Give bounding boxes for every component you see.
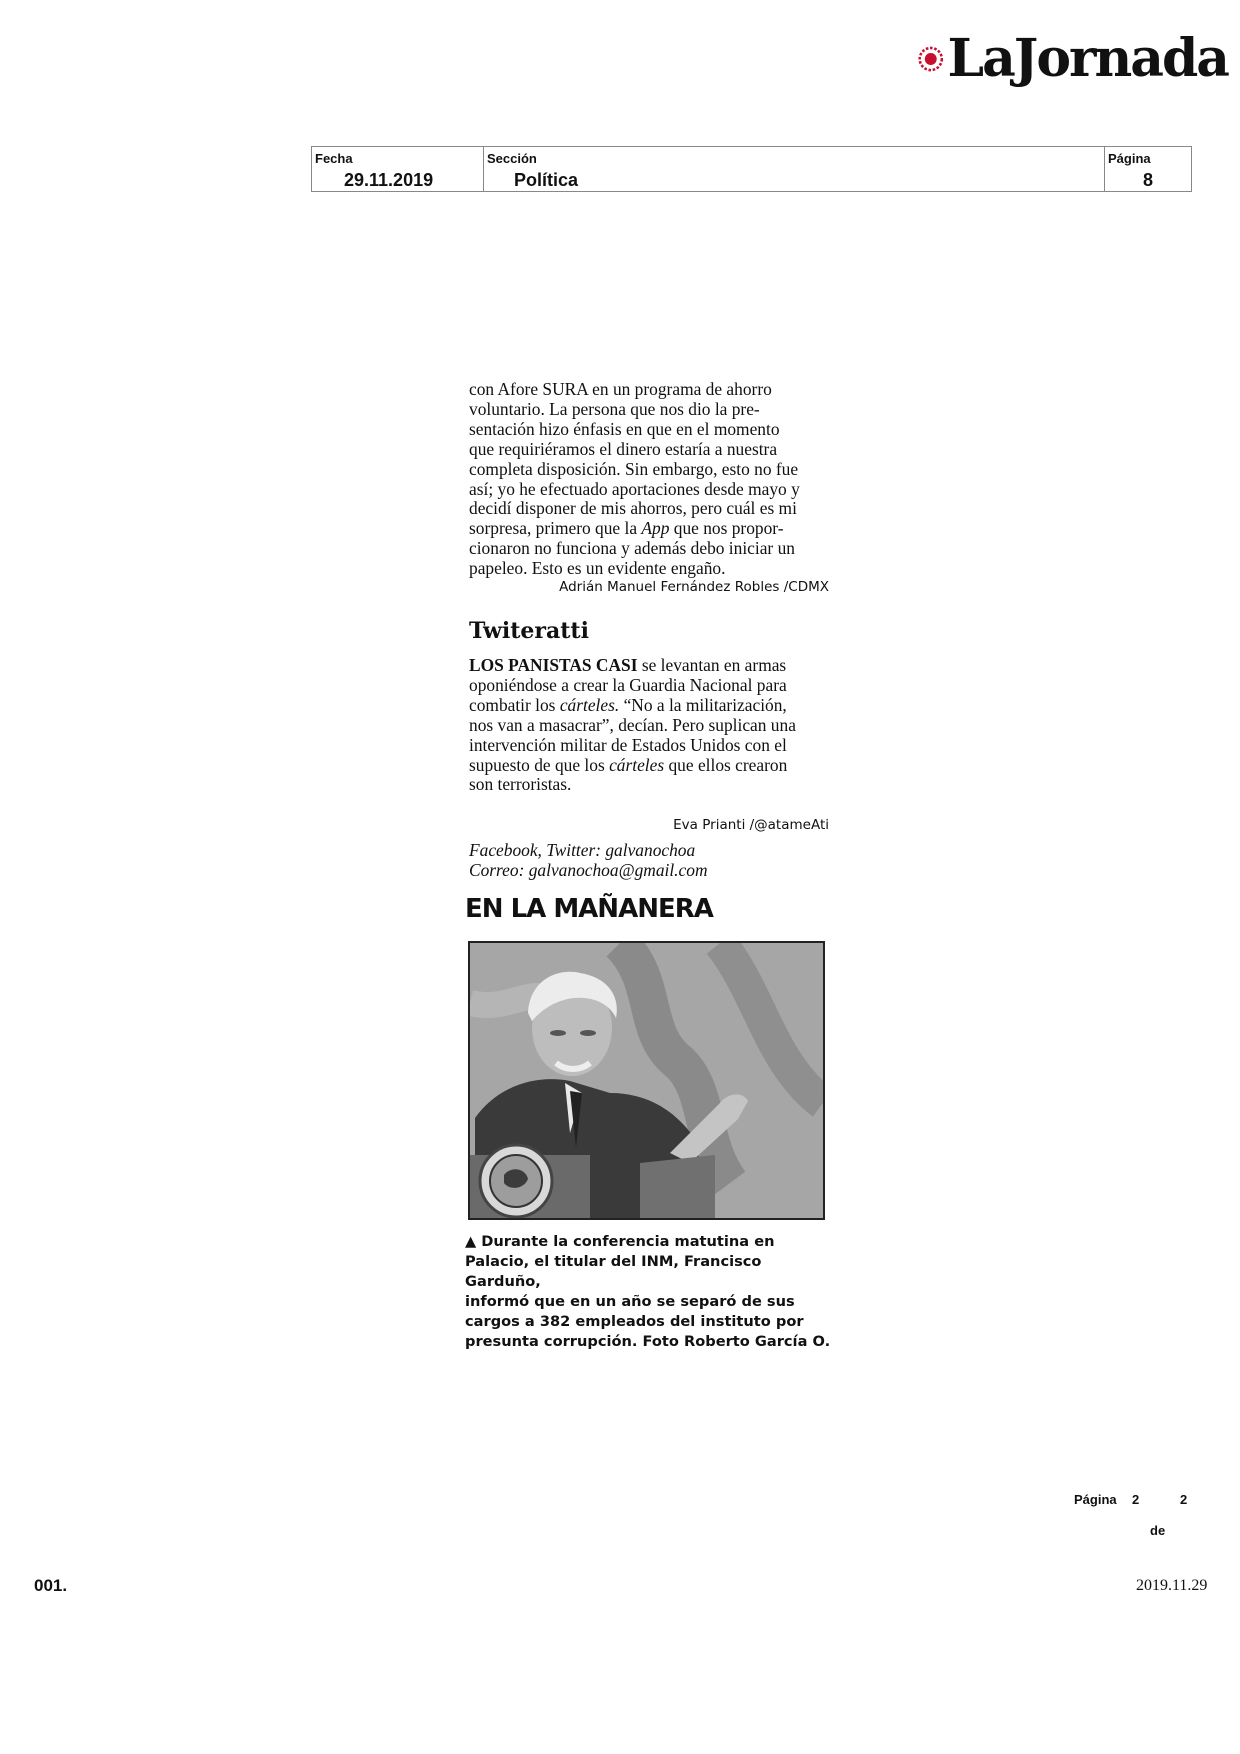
caption-line: presunta corrupción. Foto Roberto García O.: [465, 1333, 831, 1350]
letter-line: cionaron no funciona y además debo iniciar un: [469, 538, 795, 559]
twiteratti-block: [469, 618, 829, 833]
letter-signature: Adrián Manuel Fernández Robles /CDMX: [559, 579, 829, 596]
letter-line: así; yo he efectuado aportaciones desde mayo y: [469, 478, 800, 499]
page-current: 2: [1132, 1492, 1140, 1507]
twiteratti-body: [469, 656, 829, 795]
carteles-word: cárteles.: [559, 694, 620, 715]
contact-social: Facebook, Twitter: galvanochoa: [469, 840, 696, 860]
fecha-label: Fecha: [315, 151, 353, 166]
seccion-value: Política: [514, 170, 579, 190]
app-word: App: [641, 518, 670, 539]
page-counter-label: Página: [1074, 1492, 1117, 1507]
mananera-headline: EN LA MAÑANERA: [465, 894, 713, 924]
caption-line: informó que en un año se separó de sus: [465, 1293, 795, 1310]
caption-line: Palacio, el titular del INM, Francisco Garduño,: [465, 1253, 762, 1290]
twiteratti-signature: Eva Prianti /@atameAti: [673, 817, 829, 834]
page-total: 2: [1180, 1492, 1188, 1507]
twiteratti-lead: LOS PANISTAS CASI: [469, 655, 638, 675]
twiteratti-line: son terroristas.: [469, 774, 572, 795]
pagina-value: 8: [1143, 170, 1154, 190]
fecha-value: 29.11.2019: [344, 170, 434, 190]
date-stamp: 2019.11.29: [1136, 1577, 1208, 1594]
twiteratti-line: supuesto de que los: [469, 754, 610, 775]
twiteratti-line: intervención militar de Estados Unidos con el: [469, 734, 787, 755]
twiteratti-line: se levantan en armas: [637, 655, 787, 675]
seccion-label: Sección: [487, 151, 537, 166]
letter-line: que requiriéramos el dinero estaría a nuestra: [469, 438, 778, 459]
masthead-logo: [918, 26, 1228, 92]
letter-line: que nos propor-: [669, 518, 784, 539]
letter-line: con Afore SURA en un programa de ahorro: [469, 379, 772, 399]
twiteratti-heading: Twiteratti: [469, 618, 589, 644]
fecha-cell: [312, 147, 484, 191]
caption-line: cargos a 382 empleados del instituto por: [465, 1313, 804, 1330]
letter-body: [469, 380, 829, 579]
letter-block: [469, 380, 829, 595]
caption-line: ▲ Durante la conferencia matutina en: [465, 1233, 775, 1250]
twiteratti-line: que ellos crearon: [664, 754, 788, 775]
page-of-label: de: [1150, 1523, 1166, 1538]
speaker-at-podium-image: [470, 943, 823, 1218]
logo-wordmark: LaJornada: [947, 28, 1228, 89]
pagina-cell: [1105, 147, 1191, 191]
contact-email: Correo: galvanochoa@gmail.com: [469, 860, 708, 880]
letter-line: decidí disponer de mis ahorros, pero cuál es mi: [469, 498, 797, 519]
contact-block: [469, 840, 829, 880]
seccion-cell: [484, 147, 1105, 191]
letter-line: papeleo. Esto es un evidente engaño.: [469, 558, 726, 579]
twiteratti-line: combatir los: [469, 694, 560, 715]
metadata-table: [311, 146, 1192, 192]
photo-caption: [465, 1232, 835, 1352]
pagina-label: Página: [1108, 151, 1151, 166]
twiteratti-line: “No a la militarización,: [619, 694, 787, 715]
sun-emblem-icon: [918, 44, 944, 74]
carteles-word: cárteles: [609, 754, 665, 775]
letter-line: voluntario. La persona que nos dio la pre-: [469, 398, 760, 419]
letter-line: sorpresa, primero que la: [469, 518, 642, 539]
letter-line: completa disposición. Sin embargo, esto no fue: [469, 458, 799, 479]
twiteratti-line: nos van a masacrar”, decían. Pero suplican una: [469, 714, 796, 735]
page-counter: [1074, 1492, 1194, 1542]
twiteratti-line: oponiéndose a crear la Guardia Nacional para: [469, 674, 787, 695]
document-code: 001.: [34, 1576, 68, 1595]
news-photo: [468, 941, 825, 1220]
letter-line: sentación hizo énfasis en que en el momento: [469, 418, 780, 439]
